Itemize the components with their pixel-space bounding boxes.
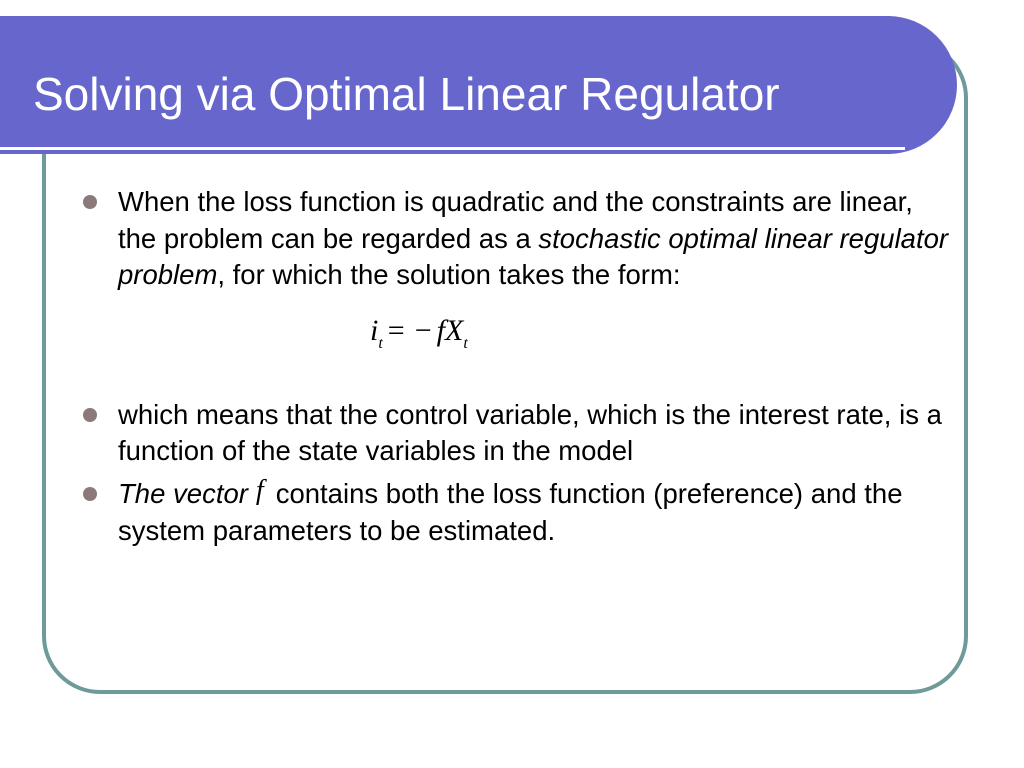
bullet-emphasis: stochastic optimal linear regulator problem	[118, 222, 949, 290]
equation-body	[370, 314, 468, 361]
equation-variable: X	[444, 313, 464, 347]
bullet-text: , for which the solution takes the form:	[217, 259, 681, 290]
equation-lhs-subscript: t	[378, 334, 383, 352]
bullet-dot	[83, 487, 97, 501]
vector-symbol: f	[255, 474, 264, 506]
equation-variable-subscript: t	[463, 334, 468, 352]
equation-solution-form	[82, 294, 952, 366]
equation-equals: =	[387, 313, 405, 347]
bullet-text: contains both the loss function (preference) and the system parameters to be estimated.	[118, 477, 903, 546]
title-banner	[0, 16, 957, 154]
bullet-text: which means that the control variable, which is the interest rate, is a function of the state variables in the model	[118, 398, 942, 466]
bullet-item-quadratic-loss	[82, 184, 952, 294]
bullet-list	[82, 184, 952, 550]
bullet-item-control-variable	[82, 397, 952, 470]
bullet-item-vector-f	[82, 476, 952, 550]
bullet-text: When the loss function is quadratic and the constraints are linear, the problem can be regarded as a	[118, 186, 913, 254]
bullet-dot	[83, 408, 97, 422]
bullet-dot	[83, 195, 97, 209]
slide-title: Solving via Optimal Linear Regulator	[33, 68, 780, 120]
equation-minus: −	[414, 313, 432, 347]
bullet-emphasis: The vector	[118, 477, 248, 509]
equation-lhs: i	[370, 313, 379, 347]
title-underline	[0, 147, 905, 150]
equation-coefficient: f	[436, 313, 445, 347]
